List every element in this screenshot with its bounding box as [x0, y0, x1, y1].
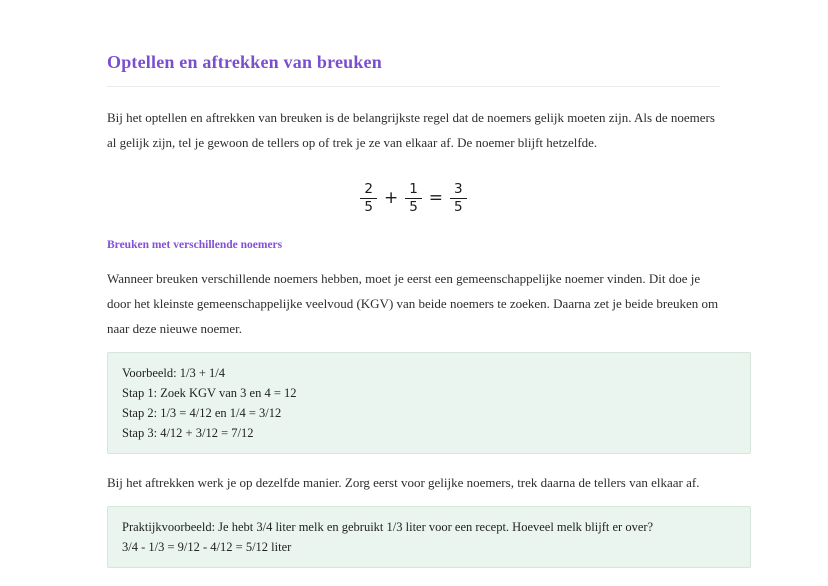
subtraction-paragraph: Bij het aftrekken werk je op dezelfde manier. Zorg eerst voor gelijke noemers, trek daarna de tellers van elkaar af.	[107, 475, 700, 490]
fraction-numerator: 1	[405, 182, 422, 199]
plus-operator: +	[383, 187, 399, 208]
fraction-denominator: 5	[409, 199, 418, 215]
example-line: Voorbeeld: 1/3 + 1/4	[122, 366, 225, 380]
common-denominator-paragraph: Wanneer breuken verschillende noemers hebben, moet je eerst een gemeenschappelijke noemer vinden. Dit doe je door het kleinste gemeenschappelijke veelvoud (KGV) van beide noemers te zoeken. Daarna zet je beide breuken om naar deze nieuwe noemer.	[107, 271, 719, 336]
fraction-denominator: 5	[364, 199, 373, 215]
section-subheading: Breuken met verschillende noemers	[107, 239, 283, 251]
practice-box	[107, 506, 751, 568]
fraction-numerator: 2	[360, 182, 377, 199]
intro-paragraph: Bij het optellen en aftrekken van breuken is de belangrijkste regel dat de noemers gelijk moeten zijn. Als de noemers al gelijk zijn, tel je gewoon de tellers op of trek je ze van elkaar af. De noemer blijft hetzelfde.	[107, 110, 715, 150]
example-line: Stap 2: 1/3 = 4/12 en 1/4 = 3/12	[122, 406, 282, 420]
fraction-denominator: 5	[454, 199, 463, 215]
fraction-numerator: 3	[450, 182, 467, 199]
example-line: Stap 1: Zoek KGV van 3 en 4 = 12	[122, 386, 297, 400]
title-divider	[107, 86, 720, 87]
fraction-result	[450, 182, 467, 215]
example-box	[107, 352, 751, 454]
practice-line: 3/4 - 1/3 = 9/12 - 4/12 = 5/12 liter	[122, 540, 292, 554]
fraction-second	[405, 182, 422, 215]
equals-operator: =	[428, 187, 444, 208]
example-line: Stap 3: 4/12 + 3/12 = 7/12	[122, 426, 254, 440]
fraction-first	[360, 182, 377, 215]
page-title: Optellen en aftrekken van breuken	[107, 52, 382, 72]
practice-line: Praktijkvoorbeeld: Je hebt 3/4 liter melk en gebruikt 1/3 liter voor een recept. Hoeveel melk blijft er over?	[122, 520, 654, 534]
fraction-formula	[107, 182, 720, 215]
